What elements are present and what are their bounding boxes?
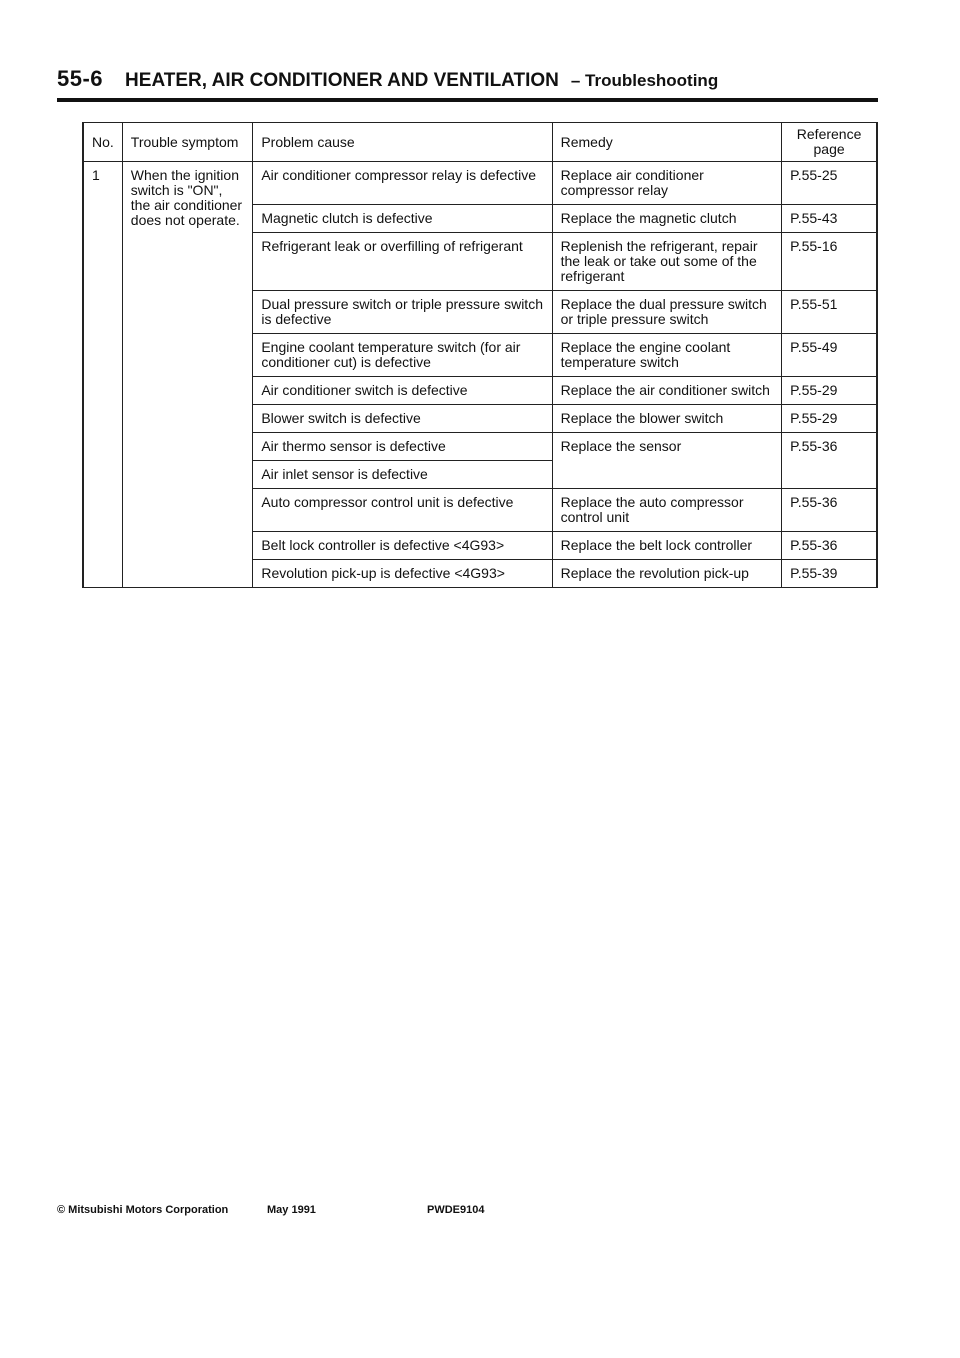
reference-page: P.55-36 (782, 532, 877, 560)
reference-page: P.55-43 (782, 205, 877, 233)
reference-page: P.55-16 (782, 233, 877, 291)
column-header-reference: Reference page (782, 123, 877, 162)
reference-page: P.55-29 (782, 405, 877, 433)
remedy: Replace the magnetic clutch (552, 205, 782, 233)
document-code: PWDE9104 (427, 1204, 485, 1216)
problem-cause: Air conditioner switch is defective (253, 377, 552, 405)
column-header-symptom: Trouble symptom (122, 123, 253, 162)
remedy: Replace the belt lock controller (552, 532, 782, 560)
reference-page: P.55-39 (782, 560, 877, 588)
header-rule (57, 98, 878, 102)
reference-page: P.55-36 (782, 489, 877, 532)
column-header-remedy: Remedy (552, 123, 782, 162)
reference-page: P.55-49 (782, 334, 877, 377)
problem-cause: Air inlet sensor is defective (253, 461, 552, 489)
remedy: Replace the air conditioner switch (552, 377, 782, 405)
remedy: Replace the sensor (552, 433, 782, 489)
reference-page: P.55-51 (782, 291, 877, 334)
problem-cause: Auto compressor control unit is defective (253, 489, 552, 532)
remedy: Replace the engine coolant temperature switch (552, 334, 782, 377)
remedy: Replace the blower switch (552, 405, 782, 433)
problem-cause: Belt lock controller is defective <4G93> (253, 532, 552, 560)
copyright-notice: © Mitsubishi Motors Corporation (57, 1204, 229, 1216)
table-row (83, 162, 877, 205)
problem-cause: Refrigerant leak or overfilling of refrigerant (253, 233, 552, 291)
troubleshooting-table (82, 122, 878, 588)
table-header-row (83, 123, 877, 162)
trouble-symptom: When the ignition switch is "ON", the air conditioner does not operate. (122, 162, 253, 588)
section-subtitle: – Troubleshooting (570, 71, 719, 90)
problem-cause: Blower switch is defective (253, 405, 552, 433)
remedy: Replace air conditioner compressor relay (552, 162, 782, 205)
page-number: 55-6 (57, 66, 104, 91)
page-header (57, 66, 878, 92)
publication-date: May 1991 (267, 1204, 316, 1216)
column-header-no: No. (83, 123, 122, 162)
problem-cause: Dual pressure switch or triple pressure switch is defective (253, 291, 552, 334)
problem-cause: Engine coolant temperature switch (for air conditioner cut) is defective (253, 334, 552, 377)
problem-cause: Revolution pick-up is defective <4G93> (253, 560, 552, 588)
reference-page: P.55-25 (782, 162, 877, 205)
remedy: Replace the dual pressure switch or triple pressure switch (552, 291, 782, 334)
section-title: HEATER, AIR CONDITIONER AND VENTILATION (125, 70, 559, 91)
column-header-cause: Problem cause (253, 123, 552, 162)
remedy: Replenish the refrigerant, repair the leak or take out some of the refrigerant (552, 233, 782, 291)
reference-page: P.55-36 (782, 433, 877, 489)
trouble-number: 1 (83, 162, 122, 588)
reference-page: P.55-29 (782, 377, 877, 405)
problem-cause: Air conditioner compressor relay is defective (253, 162, 552, 205)
remedy: Replace the revolution pick-up (552, 560, 782, 588)
problem-cause: Magnetic clutch is defective (253, 205, 552, 233)
remedy: Replace the auto compressor control unit (552, 489, 782, 532)
problem-cause: Air thermo sensor is defective (253, 433, 552, 461)
